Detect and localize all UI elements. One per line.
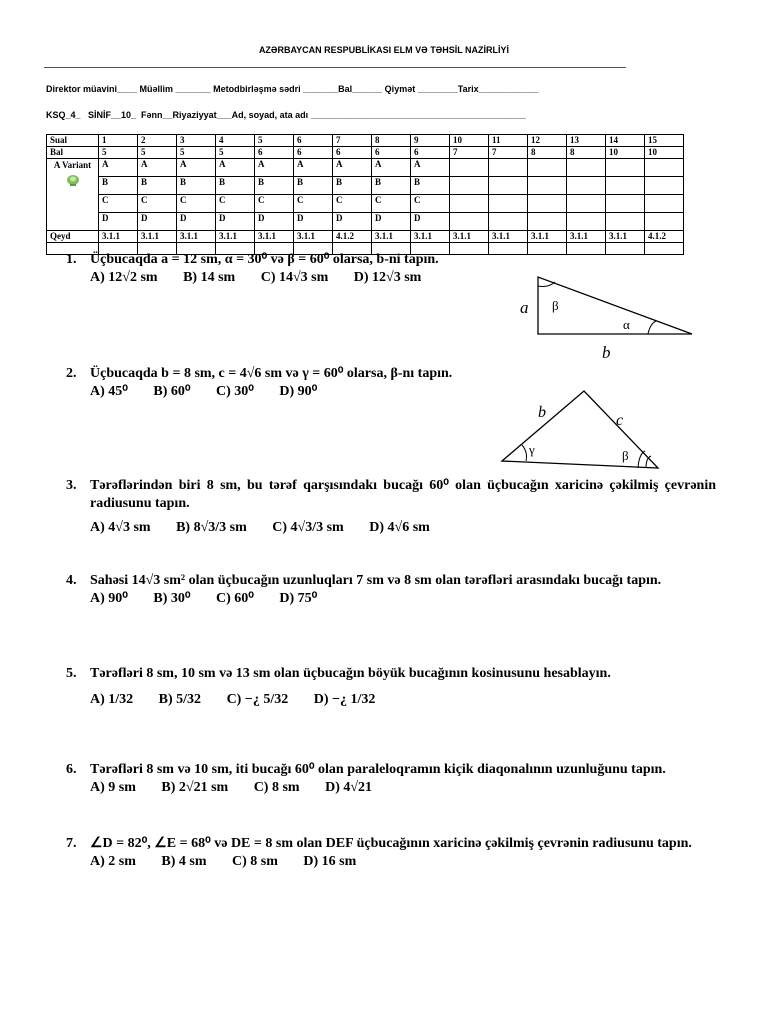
option-a[interactable]: A) 4√3 sm bbox=[90, 520, 151, 535]
answer-option-cell[interactable]: D bbox=[255, 213, 294, 231]
grid-label-qeyd: Qeyd bbox=[47, 231, 99, 243]
question-text: Tərəfləri 8 sm, 10 sm və 13 sm olan üçbucağın böyük bucağının kosinusunu hesablayın. bbox=[90, 666, 611, 681]
empty-cell[interactable] bbox=[528, 159, 567, 177]
option-b[interactable]: B) 5/32 bbox=[158, 692, 202, 707]
angle-arc-alpha bbox=[648, 321, 656, 334]
grid-cell: 11 bbox=[489, 135, 528, 147]
grid-cell: 15 bbox=[645, 135, 684, 147]
empty-cell[interactable] bbox=[606, 177, 645, 195]
empty-cell[interactable] bbox=[489, 213, 528, 231]
empty-cell[interactable] bbox=[528, 177, 567, 195]
answer-option-cell[interactable]: A bbox=[411, 159, 450, 177]
empty-cell[interactable] bbox=[606, 195, 645, 213]
grid-cell: 6 bbox=[294, 147, 333, 159]
empty-cell[interactable] bbox=[606, 159, 645, 177]
option-d[interactable]: D) 75⁰ bbox=[279, 591, 318, 606]
grid-row-points bbox=[47, 147, 684, 159]
option-d[interactable]: D) 12√3 sm bbox=[353, 270, 422, 285]
header-fields-line-1: Direktor müavini____ Müəllim _______ Metodbirləşmə sədri _______Bal______ Qiymət ________Tarix____________ bbox=[46, 84, 539, 94]
option-a[interactable]: A) 1/32 bbox=[90, 692, 134, 707]
label-b: b bbox=[602, 343, 611, 362]
grid-cell: 4.1.2 bbox=[645, 231, 684, 243]
question-number: 1. bbox=[66, 252, 77, 267]
empty-cell[interactable] bbox=[450, 213, 489, 231]
empty-cell[interactable] bbox=[489, 159, 528, 177]
grid-cell: 1 bbox=[99, 135, 138, 147]
school-logo-icon bbox=[65, 173, 81, 187]
empty-cell[interactable] bbox=[567, 195, 606, 213]
answer-option-cell[interactable]: D bbox=[177, 213, 216, 231]
ministry-title: AZƏRBAYCAN RESPUBLİKASI ELM VƏ TƏHSİL NAZİRLİYİ bbox=[258, 45, 510, 55]
option-b[interactable]: B) 30⁰ bbox=[153, 591, 191, 606]
label-a: a bbox=[520, 298, 529, 317]
answer-options bbox=[90, 853, 716, 871]
grid-row-option-c bbox=[47, 195, 684, 213]
answer-option-cell[interactable]: C bbox=[177, 195, 216, 213]
option-b[interactable]: B) 4 sm bbox=[161, 854, 207, 869]
grid-cell: 4.1.2 bbox=[333, 231, 372, 243]
grid-cell: 3.1.1 bbox=[216, 231, 255, 243]
label-b: b bbox=[538, 404, 546, 421]
answer-option-cell[interactable]: B bbox=[216, 177, 255, 195]
option-a[interactable]: A) 9 sm bbox=[90, 780, 136, 795]
answer-grid bbox=[46, 134, 684, 255]
option-c[interactable]: C) 8 sm bbox=[232, 854, 278, 869]
option-a[interactable]: A) 2 sm bbox=[90, 854, 136, 869]
option-c[interactable]: C) 14√3 sm bbox=[260, 270, 329, 285]
option-c[interactable]: C) −¿ 5/32 bbox=[226, 692, 289, 707]
answer-option-cell[interactable]: A bbox=[372, 159, 411, 177]
empty-cell[interactable] bbox=[645, 159, 684, 177]
answer-option-cell[interactable]: A bbox=[138, 159, 177, 177]
grid-cell: 6 bbox=[255, 147, 294, 159]
answer-option-cell[interactable]: D bbox=[372, 213, 411, 231]
triangle-shape bbox=[502, 391, 658, 468]
grid-row-option-b bbox=[47, 177, 684, 195]
label-gamma: γ bbox=[529, 442, 535, 457]
grid-cell: 3.1.1 bbox=[489, 231, 528, 243]
grid-cell: 10 bbox=[645, 147, 684, 159]
question-4 bbox=[66, 572, 716, 608]
grid-label-sual: Sual bbox=[47, 135, 99, 147]
label-alpha: α bbox=[623, 317, 630, 332]
answer-option-cell[interactable]: B bbox=[138, 177, 177, 195]
empty-cell[interactable] bbox=[645, 177, 684, 195]
answer-option-cell[interactable]: A bbox=[216, 159, 255, 177]
question-text: ∠D = 82⁰, ∠E = 68⁰ və DE = 8 sm olan DEF üçbucağının xaricinə çəkilmiş çevrənin radiusunu tapın. bbox=[90, 836, 692, 851]
answer-option-cell[interactable]: A bbox=[255, 159, 294, 177]
grid-cell: 3.1.1 bbox=[138, 231, 177, 243]
triangle-shape bbox=[538, 277, 692, 334]
grid-cell: 3.1.1 bbox=[606, 231, 645, 243]
grid-cell: 14 bbox=[606, 135, 645, 147]
option-a[interactable]: A) 45⁰ bbox=[90, 384, 128, 399]
grid-cell: 3 bbox=[177, 135, 216, 147]
label-c: c bbox=[616, 412, 624, 429]
question-number: 4. bbox=[66, 573, 77, 588]
answer-option-cell[interactable]: C bbox=[411, 195, 450, 213]
grid-cell: 3.1.1 bbox=[372, 231, 411, 243]
answer-option-cell[interactable]: A bbox=[99, 159, 138, 177]
answer-option-cell[interactable]: D bbox=[333, 213, 372, 231]
empty-cell[interactable] bbox=[606, 213, 645, 231]
empty-cell[interactable] bbox=[450, 195, 489, 213]
question-3 bbox=[66, 477, 716, 537]
grid-cell: 3.1.1 bbox=[255, 231, 294, 243]
option-d[interactable]: D) 4√21 bbox=[325, 780, 373, 795]
answer-option-cell[interactable]: D bbox=[99, 213, 138, 231]
header-divider bbox=[44, 67, 626, 68]
grid-row-option-d bbox=[47, 213, 684, 231]
answer-option-cell[interactable]: B bbox=[294, 177, 333, 195]
question-5 bbox=[66, 665, 716, 709]
empty-cell[interactable] bbox=[567, 159, 606, 177]
answer-option-cell[interactable]: C bbox=[216, 195, 255, 213]
grid-cell: 2 bbox=[138, 135, 177, 147]
answer-options bbox=[90, 590, 716, 608]
question-text: Üçbucaqda a = 12 sm, α = 30⁰ və β = 60⁰ olarsa, b-ni tapın. bbox=[90, 252, 439, 267]
empty-cell[interactable] bbox=[450, 159, 489, 177]
option-b[interactable]: B) 2√21 sm bbox=[161, 780, 229, 795]
grid-cell: 13 bbox=[567, 135, 606, 147]
label-beta: β bbox=[622, 448, 629, 463]
option-b[interactable]: B) 60⁰ bbox=[153, 384, 191, 399]
answer-option-cell[interactable]: A bbox=[333, 159, 372, 177]
answer-option-cell[interactable]: B bbox=[255, 177, 294, 195]
empty-cell[interactable] bbox=[528, 195, 567, 213]
empty-cell[interactable] bbox=[567, 177, 606, 195]
question-text: Tərəfləri 8 sm və 10 sm, iti bucağı 60⁰ olan paraleloqramın kiçik diaqonalının uzunluğunu tapın. bbox=[90, 762, 666, 777]
grid-cell: 9 bbox=[411, 135, 450, 147]
question-text: Sahəsi 14√3 sm² olan üçbucağın uzunluqları 7 sm və 8 sm olan tərəfləri arasındakı bucağı tapın. bbox=[90, 573, 662, 588]
grid-cell: 6 bbox=[294, 135, 333, 147]
answer-option-cell[interactable]: D bbox=[411, 213, 450, 231]
grid-cell: 8 bbox=[567, 147, 606, 159]
angle-arc-gamma bbox=[522, 445, 527, 461]
option-d[interactable]: D) 90⁰ bbox=[279, 384, 318, 399]
question-number: 5. bbox=[66, 666, 77, 681]
option-c[interactable]: C) 8 sm bbox=[253, 780, 300, 795]
grid-cell: 7 bbox=[489, 147, 528, 159]
grid-cell: 8 bbox=[528, 147, 567, 159]
grid-row-option-a bbox=[47, 159, 684, 177]
answer-options bbox=[90, 691, 716, 709]
empty-cell[interactable] bbox=[489, 195, 528, 213]
option-b[interactable]: B) 8√3/3 sm bbox=[176, 520, 247, 535]
grid-cell: 8 bbox=[372, 135, 411, 147]
grid-cell: 3.1.1 bbox=[411, 231, 450, 243]
question-7 bbox=[66, 835, 716, 871]
question-6 bbox=[66, 761, 716, 797]
answer-option-cell[interactable]: B bbox=[177, 177, 216, 195]
question-number: 2. bbox=[66, 366, 77, 381]
empty-cell[interactable] bbox=[489, 177, 528, 195]
grid-cell: 5 bbox=[177, 147, 216, 159]
grid-label-variant bbox=[47, 159, 99, 231]
answer-option-cell[interactable]: D bbox=[138, 213, 177, 231]
answer-option-cell[interactable]: B bbox=[99, 177, 138, 195]
answer-option-cell[interactable]: B bbox=[372, 177, 411, 195]
grid-cell: 7 bbox=[450, 147, 489, 159]
option-a[interactable]: A) 90⁰ bbox=[90, 591, 128, 606]
answer-option-cell[interactable]: C bbox=[333, 195, 372, 213]
option-b[interactable]: B) 14 sm bbox=[183, 270, 236, 285]
grid-cell: 4 bbox=[216, 135, 255, 147]
answer-option-cell[interactable]: C bbox=[138, 195, 177, 213]
question-number: 6. bbox=[66, 762, 77, 777]
grid-cell: 5 bbox=[255, 135, 294, 147]
empty-cell[interactable] bbox=[450, 177, 489, 195]
option-a[interactable]: A) 12√2 sm bbox=[90, 270, 158, 285]
option-d[interactable]: D) 16 sm bbox=[303, 854, 357, 869]
grid-cell: 3.1.1 bbox=[450, 231, 489, 243]
grid-label-bal: Bal bbox=[47, 147, 99, 159]
variant-label: A Variant bbox=[53, 160, 92, 170]
grid-cell: 3.1.1 bbox=[177, 231, 216, 243]
question-text: Üçbucaqda b = 8 sm, c = 4√6 sm və γ = 60⁰ olarsa, β-nı tapın. bbox=[90, 366, 453, 381]
grid-cell: 10 bbox=[450, 135, 489, 147]
answer-option-cell[interactable]: A bbox=[294, 159, 333, 177]
right-triangle-figure bbox=[512, 272, 698, 362]
grid-cell: 7 bbox=[333, 135, 372, 147]
answer-option-cell[interactable]: C bbox=[372, 195, 411, 213]
grid-cell: 3.1.1 bbox=[567, 231, 606, 243]
answer-option-cell[interactable]: C bbox=[294, 195, 333, 213]
answer-option-cell[interactable]: B bbox=[411, 177, 450, 195]
option-d[interactable]: D) −¿ 1/32 bbox=[313, 692, 376, 707]
grid-row-questions bbox=[47, 135, 684, 147]
grid-cell: 5 bbox=[216, 147, 255, 159]
option-d[interactable]: D) 4√6 sm bbox=[369, 520, 430, 535]
grid-row-codes bbox=[47, 231, 684, 243]
grid-cell: 5 bbox=[138, 147, 177, 159]
grid-cell: 3.1.1 bbox=[99, 231, 138, 243]
header-fields-line-2: KSQ_4_ SİNİF__10_ Fənn__Riyaziyyat___Ad, soyad, ata adı ___________________________________________ bbox=[46, 110, 526, 120]
answer-options bbox=[90, 779, 716, 797]
grid-cell: 12 bbox=[528, 135, 567, 147]
label-beta: β bbox=[552, 298, 559, 313]
grid-cell: 3.1.1 bbox=[528, 231, 567, 243]
answer-options bbox=[90, 519, 716, 537]
answer-option-cell[interactable]: B bbox=[333, 177, 372, 195]
angle-arc-beta-2 bbox=[646, 456, 651, 468]
triangle-figure bbox=[498, 388, 664, 476]
empty-cell[interactable] bbox=[645, 213, 684, 231]
grid-cell: 3.1.1 bbox=[294, 231, 333, 243]
question-number: 7. bbox=[66, 836, 77, 851]
answer-option-cell[interactable]: C bbox=[99, 195, 138, 213]
option-c[interactable]: C) 60⁰ bbox=[216, 591, 254, 606]
empty-cell[interactable] bbox=[528, 213, 567, 231]
empty-cell[interactable] bbox=[645, 195, 684, 213]
answer-option-cell[interactable]: C bbox=[255, 195, 294, 213]
answer-option-cell[interactable]: A bbox=[177, 159, 216, 177]
question-text: Tərəflərindən biri 8 sm, bu tərəf qarşısındakı bucağı 60⁰ olan üçbucağın xaricinə çəkilmiş çevrənin radiusunu tapın. bbox=[90, 478, 716, 511]
grid-cell: 6 bbox=[333, 147, 372, 159]
question-number: 3. bbox=[66, 478, 77, 493]
answer-option-cell[interactable]: D bbox=[216, 213, 255, 231]
empty-cell[interactable] bbox=[567, 213, 606, 231]
grid-cell: 6 bbox=[411, 147, 450, 159]
grid-cell: 5 bbox=[99, 147, 138, 159]
answer-option-cell[interactable]: D bbox=[294, 213, 333, 231]
option-c[interactable]: C) 30⁰ bbox=[216, 384, 254, 399]
grid-cell: 6 bbox=[372, 147, 411, 159]
option-c[interactable]: C) 4√3/3 sm bbox=[272, 520, 344, 535]
grid-cell: 10 bbox=[606, 147, 645, 159]
